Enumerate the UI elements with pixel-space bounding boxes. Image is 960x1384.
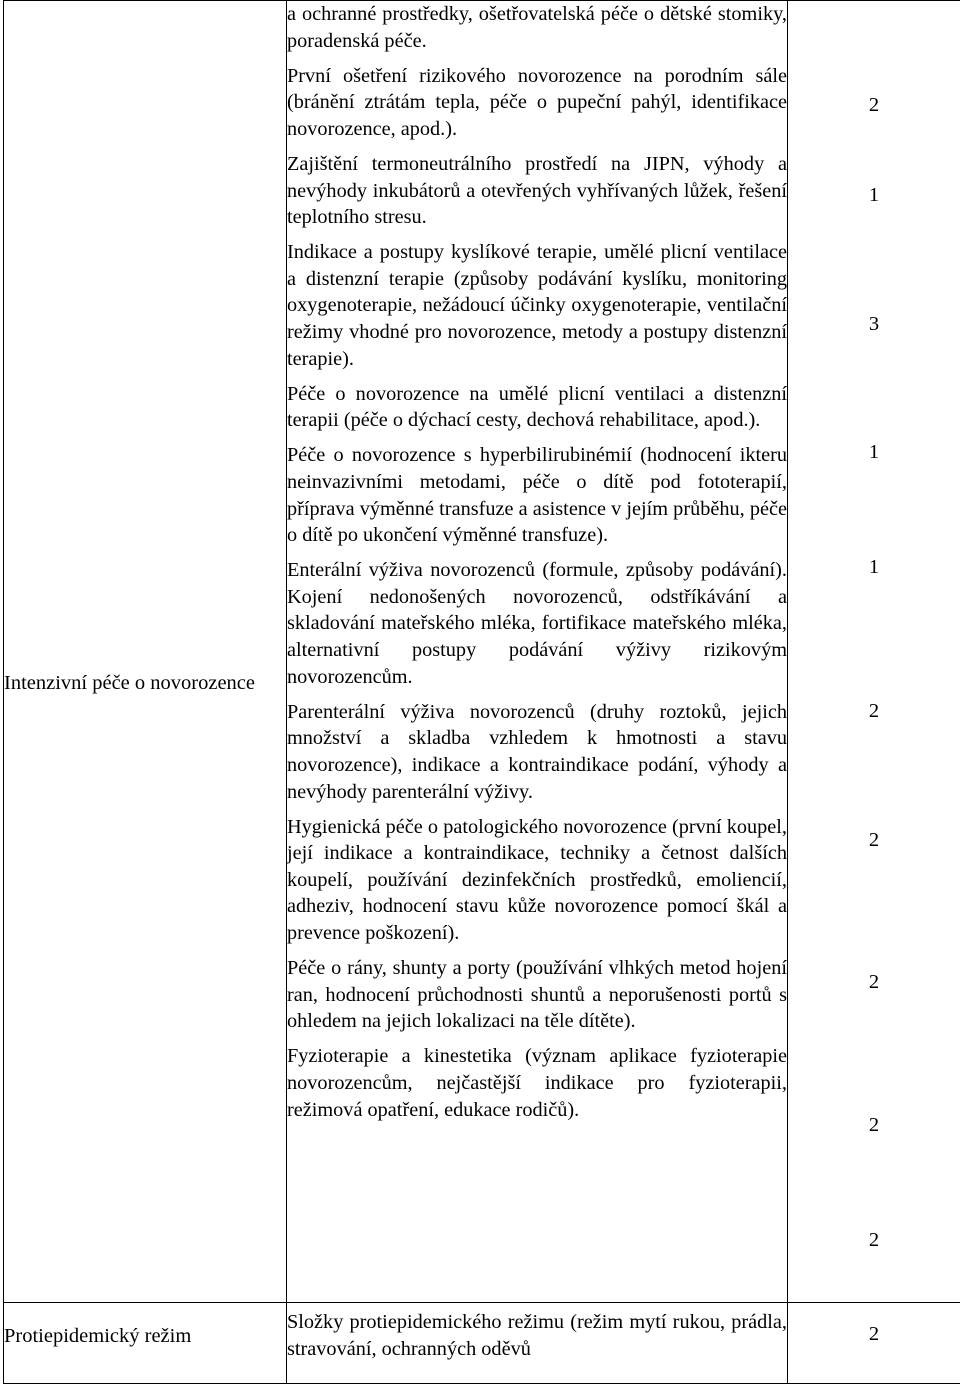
table-row: [4, 1303, 960, 1384]
content-block: Fyzioterapie a kinestetika (význam aplikace fyzioterapie novorozencům, nejčastější indikace pro fyzioterapii, režimová opatření, edukace rodičů).: [287, 1043, 787, 1123]
hours-value: 2: [788, 1183, 960, 1298]
hours-value: 2: [788, 783, 960, 897]
table-row: [4, 1, 960, 1303]
hours-value: 2: [788, 1067, 960, 1183]
content-block: Péče o novorozence s hyperbilirubinémií (hodnocení ikteru neinvazivními metodami, péče o dítě pod fototerapií, příprava výměnné transfuze a asistence v jejím průběhu, péče o dítě po ukončení výměnné transfuze).: [287, 442, 787, 548]
hours-value: 1: [788, 495, 960, 640]
content-block: Péče o novorozence na umělé plicní ventilaci a distenzní terapii (péče o dýchací cesty, dechová rehabilitace, apod.).: [287, 381, 787, 434]
content-block: Hygienická péče o patologického novorozence (první koupel, její indikace a kontraindikace, techniky a četnost dalších koupelí, používání dezinfekčních prostředků, emoliencií, adheziv, hodnocení stavu kůže novorozence pomocí škál a prevence poškození).: [287, 814, 787, 947]
hours-value: 1: [788, 409, 960, 495]
hours-cell: [788, 1303, 960, 1384]
hours-value: [788, 1, 960, 59]
content-block: Zajištění termoneutrálního prostředí na JIPN, výhody a nevýhody inkubátorů a otevřených vyhřívaných lůžek, řešení teplotního stresu.: [287, 151, 787, 231]
hours-value: 2: [788, 1323, 960, 1346]
content-block: a ochranné prostředky, ošetřovatelská péče o dětské stomiky, poradenská péče.: [287, 1, 787, 54]
hours-cell: [788, 1, 960, 1303]
hours-value: 3: [788, 239, 960, 409]
content-block: Enterální výživa novorozenců (formule, způsoby podávání). Kojení nedonošených novorozenců, odstříkávání a skladování mateřského mléka, fortifikace mateřského mléka, alternativní postupy podávání výživy rizikovým novorozencům.: [287, 557, 787, 690]
topic-cell: [4, 1303, 287, 1384]
hours-stack: [788, 1, 960, 1298]
curriculum-table: [3, 0, 960, 1384]
hours-value: 2: [788, 640, 960, 783]
hours-value: 2: [788, 59, 960, 151]
content-block: Péče o rány, shunty a porty (používání vlhkých metod hojení ran, hodnocení průchodnosti shuntů a neporušenosti portů s ohledem na jejich lokalizaci na těle dítěte).: [287, 955, 787, 1035]
content-cell: [287, 1303, 788, 1384]
content-cell: [287, 1, 788, 1303]
content-block: Složky protiepidemického režimu (režim mytí rukou, prádla, stravování, ochranných oděvů: [287, 1309, 787, 1362]
hours-value: 1: [788, 151, 960, 239]
content-block: Parenterální výživa novorozenců (druhy roztoků, jejich množství a skladba vzhledem k hmotnosti a stavu novorozence), indikace a kontraindikace podání, výhody a nevýhody parenterální výživy.: [287, 699, 787, 805]
topic-epidemiology: Protiepidemický režim: [4, 1323, 286, 1350]
content-block: První ošetření rizikového novorozence na porodním sále (bránění ztrátám tepla, péče o pupeční pahýl, identifikace novorozence, apod.).: [287, 63, 787, 143]
topic-intensive-care: Intenzivní péče o novorozence: [4, 670, 286, 697]
topic-cell: [4, 1, 287, 1303]
hours-value: 2: [788, 897, 960, 1067]
content-block: Indikace a postupy kyslíkové terapie, umělé plicní ventilace a distenzní terapie (způsoby podávání kyslíku, monitoring oxygenoterapie, nežádoucí účinky oxygenoterapie, ventilační režimy vhodné pro novorozence, metody a postupy distenzní terapie).: [287, 239, 787, 372]
